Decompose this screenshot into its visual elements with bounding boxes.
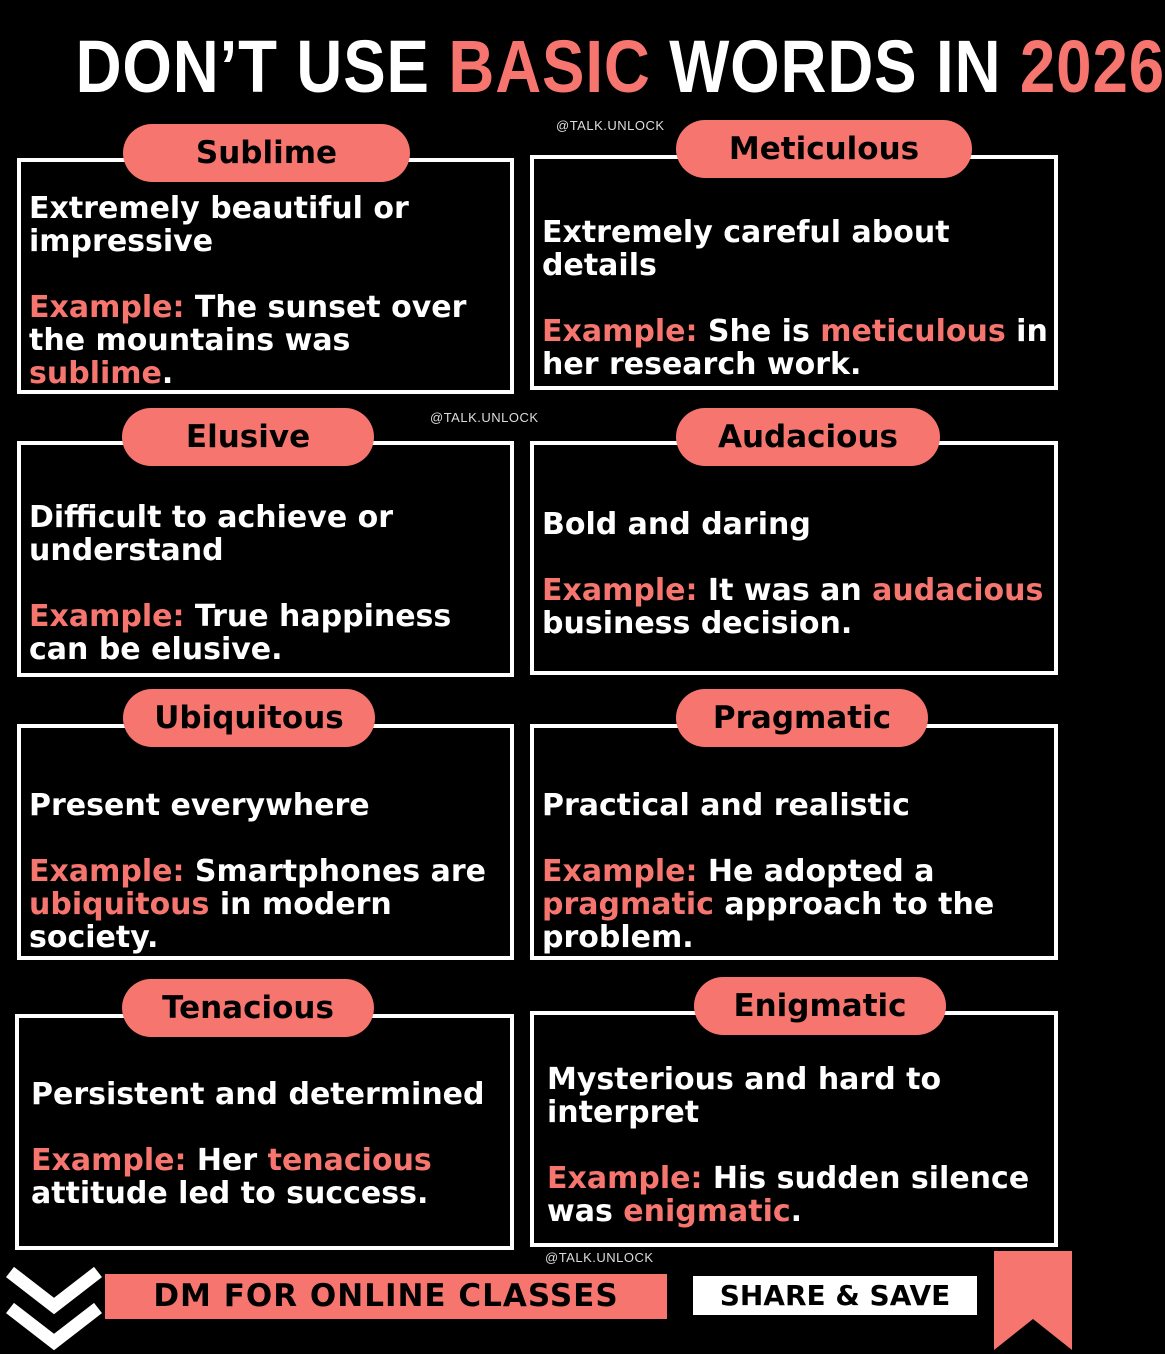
card-example [542,574,1048,640]
example-highlight: sublime [29,356,162,391]
card-body [542,216,1048,381]
example-label: Example: [29,854,185,889]
word-card-pragmatic [530,724,1058,960]
word-card-ubiquitous [17,724,514,960]
card-example [542,315,1048,381]
example-text-end: . [161,356,174,391]
word-card-enigmatic [530,1011,1058,1247]
word-pill-elusive: Elusive [122,408,374,466]
card-body [29,501,504,666]
word-card-tenacious [15,1014,514,1250]
example-text-end: . [790,1194,803,1229]
example-text-end: in her research work. [542,314,1048,382]
example-label: Example: [542,314,698,349]
example-text-end: attitude led to success. [31,1176,429,1211]
example-label: Example: [542,573,698,608]
example-highlight: enigmatic [623,1194,791,1229]
card-example [29,600,504,666]
title-part-1: DON’T USE [75,25,449,108]
word-card-elusive [17,441,514,677]
word-card-meticulous [530,155,1058,390]
card-definition: Present everywhere [29,788,370,823]
card-definition: Difficult to achieve or understand [29,500,394,568]
word-pill-tenacious: Tenacious [122,979,374,1037]
card-definition: Persistent and determined [31,1077,485,1112]
word-pill-meticulous: Meticulous [676,120,972,178]
card-definition: Bold and daring [542,507,811,542]
watermark: @TALK.UNLOCK [556,118,665,133]
example-highlight: tenacious [267,1143,432,1178]
example-text: He adopted a [707,854,935,889]
example-text: True happiness can be elusive. [29,599,452,667]
card-definition: Extremely careful about details [542,215,950,283]
bookmark-icon [994,1251,1072,1350]
example-text: She is [707,314,821,349]
card-body [31,1078,504,1210]
title-part-4: 2026 [1019,25,1165,108]
example-text: His sudden silence was [547,1161,1030,1229]
word-pill-audacious: Audacious [676,408,940,466]
example-label: Example: [547,1161,703,1196]
dm-online-classes-button[interactable]: DM FOR ONLINE CLASSES [105,1274,667,1319]
word-pill-ubiquitous: Ubiquitous [123,689,375,747]
word-pill-pragmatic: Pragmatic [676,689,928,747]
example-highlight: audacious [872,573,1044,608]
card-example [542,855,1048,954]
watermark: @TALK.UNLOCK [430,410,539,425]
example-text: It was an [707,573,873,608]
example-label: Example: [29,599,185,634]
example-label: Example: [542,854,698,889]
example-text-end: approach to the problem. [542,887,995,955]
card-definition: Practical and realistic [542,788,910,823]
card-body [29,192,504,390]
example-text: Smartphones are [194,854,486,889]
word-card-sublime [17,158,514,394]
example-text-end: in modern society. [29,887,392,955]
chevron-down-icon [4,1266,104,1350]
example-label: Example: [29,290,185,325]
example-text: Her [196,1143,268,1178]
example-highlight: meticulous [820,314,1006,349]
word-pill-sublime: Sublime [123,124,410,182]
card-definition: Extremely beautiful or impressive [29,191,409,259]
word-pill-enigmatic: Enigmatic [694,977,946,1035]
example-text: The sunset over the mountains was [29,290,467,358]
watermark: @TALK.UNLOCK [545,1250,654,1265]
title-part-3: WORDS IN [650,25,1020,108]
card-example [31,1144,504,1210]
example-label: Example: [31,1143,187,1178]
card-body [542,789,1048,954]
card-example [547,1162,1048,1228]
word-card-audacious [530,441,1058,675]
share-save-button[interactable]: SHARE & SAVE [693,1276,977,1315]
card-example [29,855,504,954]
card-body [29,789,504,954]
example-highlight: pragmatic [542,887,714,922]
example-highlight: ubiquitous [29,887,210,922]
example-text-end: business decision. [542,606,853,641]
card-example [29,291,504,390]
page-title [75,22,1165,112]
title-part-2: BASIC [448,25,651,108]
card-definition: Mysterious and hard to interpret [547,1062,942,1130]
card-body [542,508,1048,640]
card-body [547,1063,1048,1228]
